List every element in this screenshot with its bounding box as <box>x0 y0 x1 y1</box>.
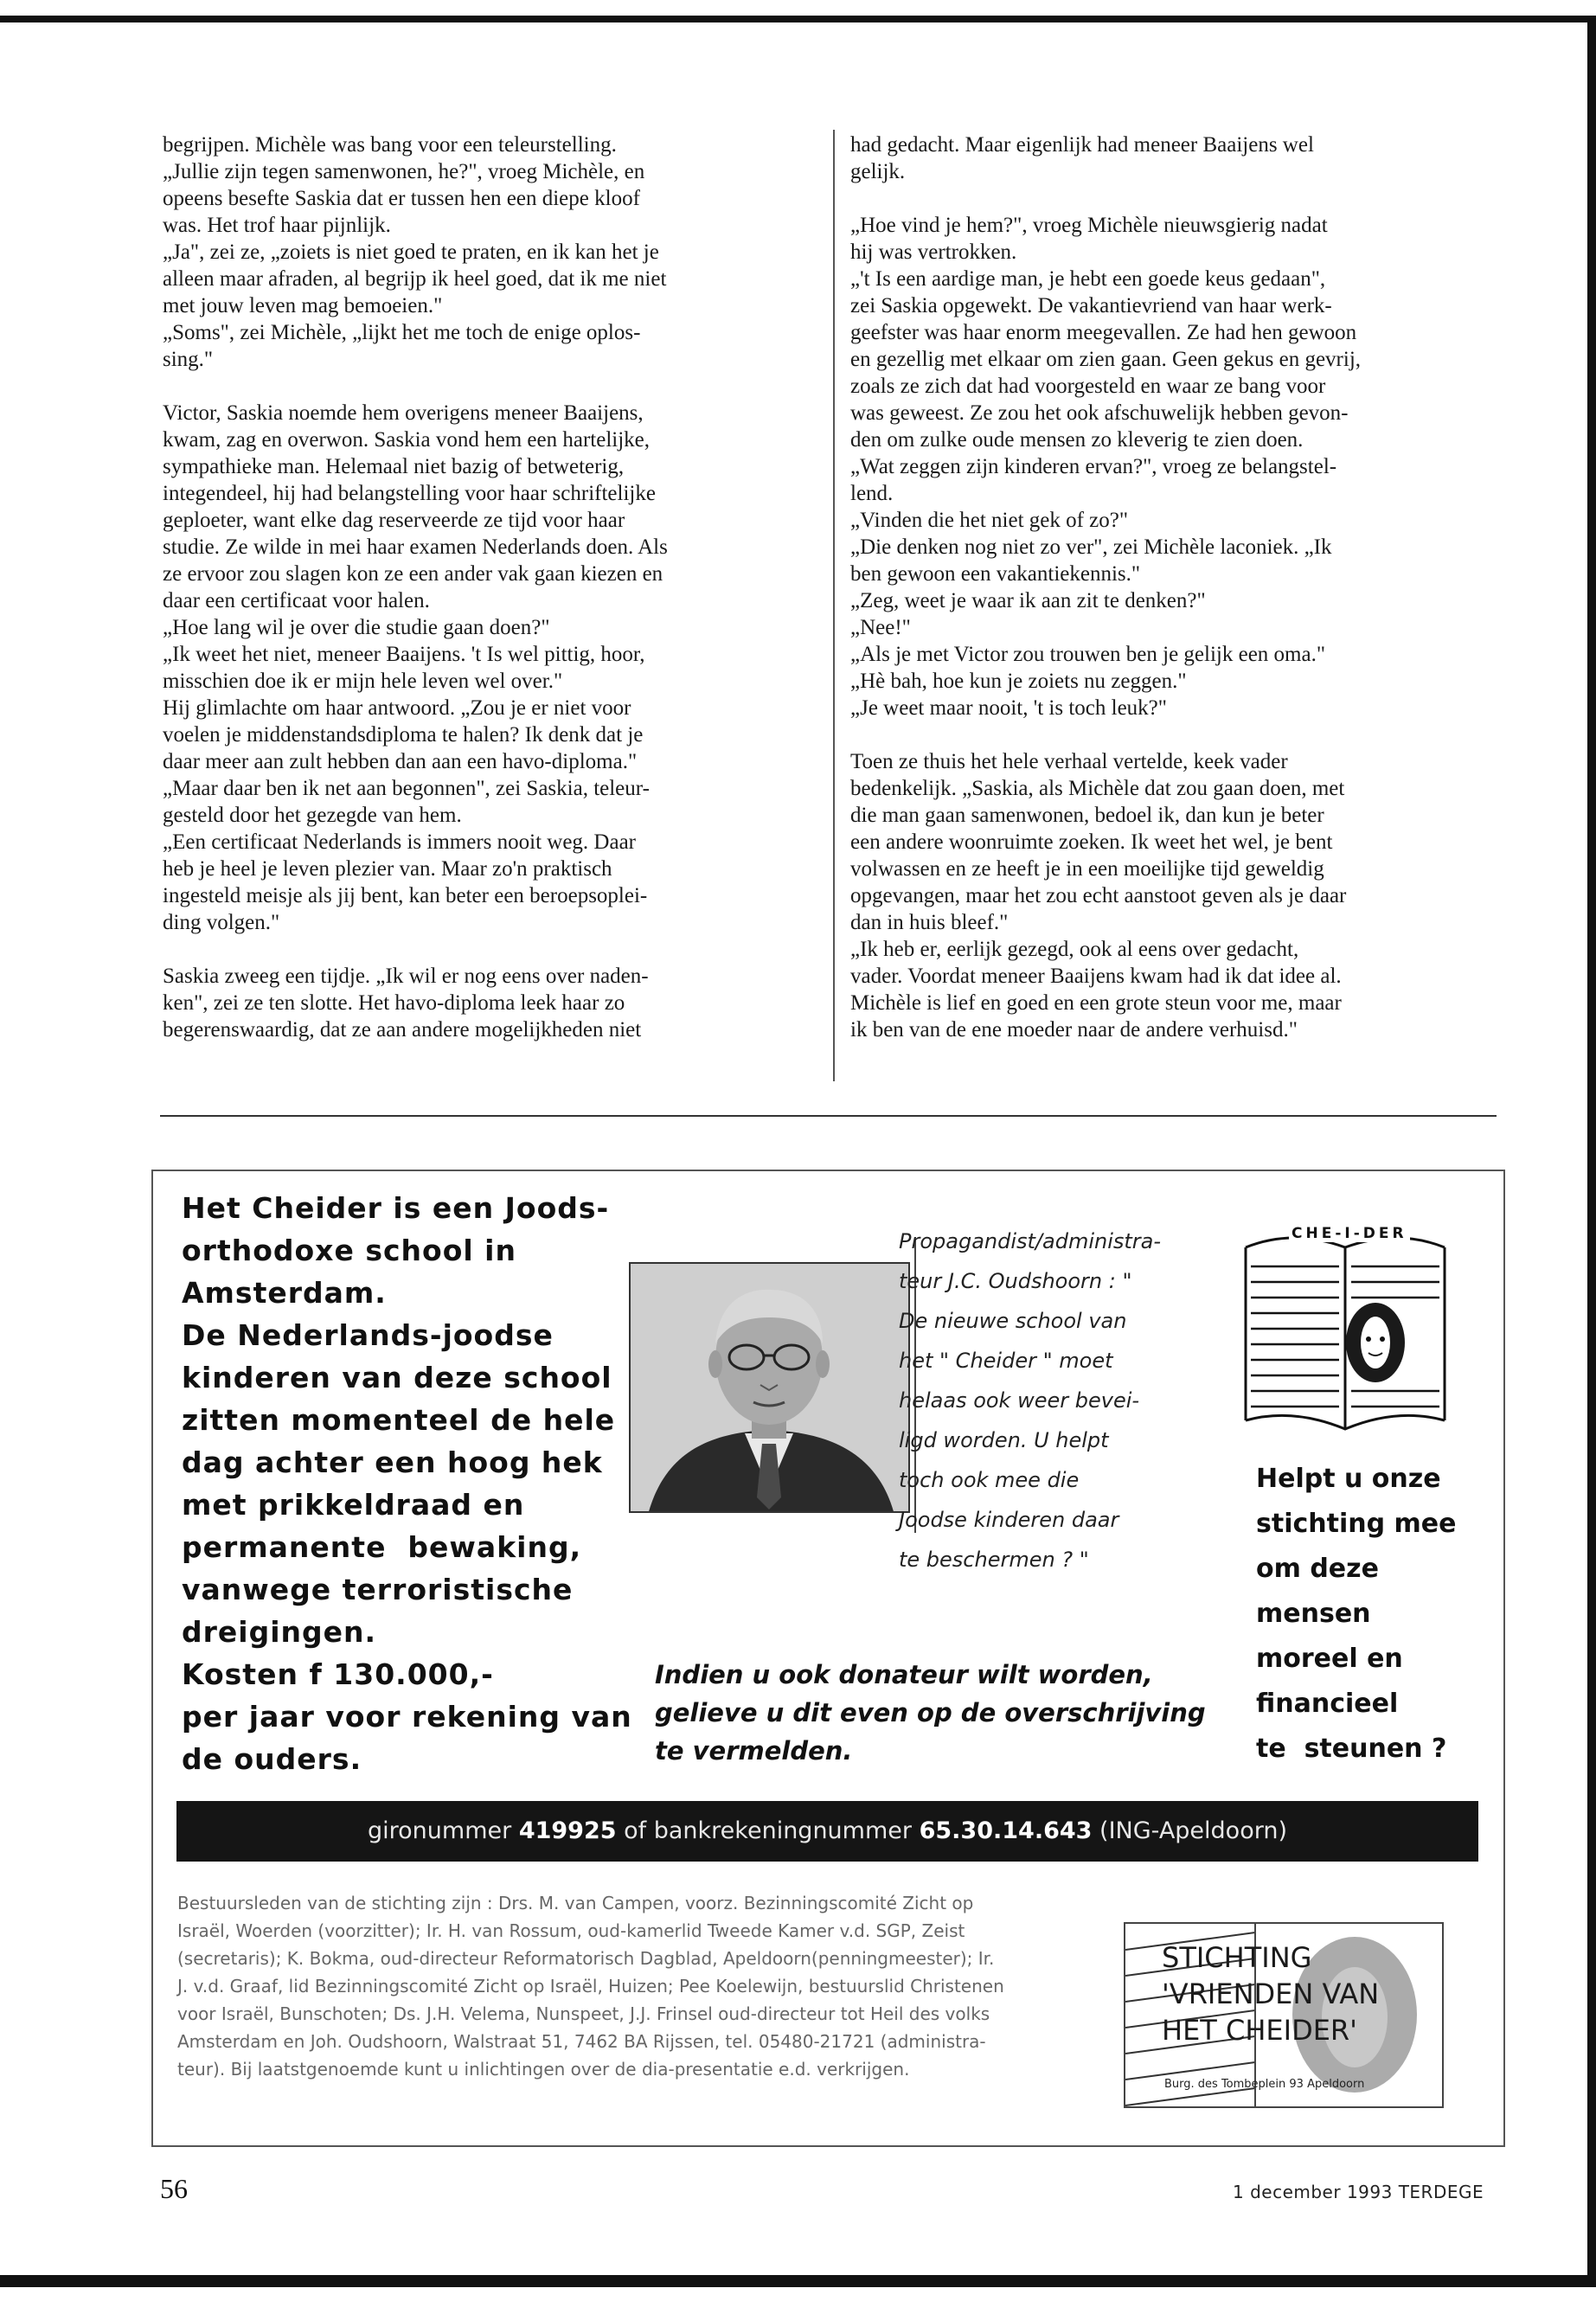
ad-appeal <box>1256 1457 1481 1772</box>
article-line: heb je heel je leven plezier van. Maar zo'n praktisch <box>163 857 612 881</box>
ad-line: dreigingen. <box>182 1615 377 1649</box>
article-line: sympathieke man. Helemaal niet bazig of betweterig, <box>163 455 625 478</box>
ad-line: orthodoxe school in <box>182 1234 516 1267</box>
quote-line: Propagandist/administra- <box>899 1229 1162 1253</box>
giro-middle: of bankrekeningnummer <box>624 1817 912 1844</box>
page-frame-bottom <box>0 2275 1596 2287</box>
logo-text: CHE-I-DER <box>1289 1225 1410 1242</box>
article-line: „Hoe vind je hem?", vroeg Michèle nieuwsgierig nadat <box>850 214 1328 237</box>
ad-line: vanwege terroristische <box>182 1573 574 1606</box>
article-line: zei Saskia opgewekt. De vakantievriend van haar werk- <box>850 294 1332 317</box>
quote-line: toch ook mee die <box>899 1468 1080 1492</box>
bank-number: 65.30.14.643 <box>919 1817 1093 1844</box>
ad-line: kinderen van deze school <box>182 1361 612 1394</box>
article-line: Toen ze thuis het hele verhaal vertelde, keek vader <box>850 750 1288 773</box>
article-line: ding volgen." <box>163 911 280 934</box>
appeal-line: om deze <box>1256 1554 1379 1584</box>
article-line: „Wat zeggen zijn kinderen ervan?", vroeg ze belangstel- <box>850 455 1337 478</box>
stamp-title-line: STICHTING <box>1162 1941 1312 1974</box>
stamp-title <box>1162 1939 1439 2048</box>
article-line: integendeel, hij had belangstelling voor haar schriftelijke <box>163 482 656 505</box>
ad-line: Het Cheider is een Joods- <box>182 1191 610 1225</box>
article-line: studie. Ze wilde in mei haar examen Nederlands doen. Als <box>163 535 668 559</box>
quote-line: Joodse kinderen daar <box>899 1508 1119 1532</box>
board-line: Israël, Woerden (voorzitter); Ir. H. van Rossum, oud-kamerlid Tweede Kamer v.d. SGP, Zeist <box>177 1920 965 1941</box>
article-line: Victor, Saskia noemde hem overigens meneer Baaijens, <box>163 401 644 425</box>
article-paragraph <box>850 748 1434 1043</box>
giro-prefix: gironummer <box>368 1817 512 1844</box>
article-line: hij was vertrokken. <box>850 240 1017 264</box>
stamp-title-line: HET CHEIDER' <box>1162 2014 1357 2047</box>
appeal-line: te steunen ? <box>1256 1734 1447 1764</box>
ad-line: De Nederlands-joodse <box>182 1318 554 1352</box>
giro-suffix: (ING-Apeldoorn) <box>1099 1817 1287 1844</box>
article-line: „Zeg, weet je waar ik aan zit te denken?" <box>850 589 1206 612</box>
article-line: opeens besefte Saskia dat er tussen hen een diepe kloof <box>163 187 640 210</box>
ad-line: zitten momenteel de hele <box>182 1403 616 1437</box>
article-line: ben gewoon een vakantiekennis." <box>850 562 1141 586</box>
article-line: misschien doe ik er mijn hele leven wel over." <box>163 670 563 693</box>
article-line: sing." <box>163 348 214 371</box>
article-line: „Soms", zei Michèle, „lijkt het me toch de enige oplos- <box>163 321 641 344</box>
article-line: „'t Is een aardige man, je hebt een goede keus gedaan", <box>850 267 1326 291</box>
article-line: bedenkelijk. „Saskia, als Michèle dat zou gaan doen, met <box>850 777 1345 800</box>
stamp-title-line: 'VRIENDEN VAN <box>1162 1977 1380 2010</box>
board-line: Amsterdam en Joh. Oudshoorn, Walstraat 51, 7462 BA Rijssen, tel. 05480-21721 (administra- <box>177 2031 986 2052</box>
article-line: Michèle is lief en goed en een grote steun voor me, maar <box>850 991 1342 1015</box>
article-line: „Die denken nog niet zo ver", zei Michèle laconiek. „Ik <box>850 535 1332 559</box>
ad-line: met prikkeldraad en <box>182 1488 525 1522</box>
article-line: „Ik heb er, eerlijk gezegd, ook al eens over gedacht, <box>850 938 1299 961</box>
article-paragraph <box>163 963 747 1043</box>
article-line: had gedacht. Maar eigenlijk had meneer Baaijens wel <box>850 133 1314 157</box>
article-paragraph <box>850 131 1434 185</box>
article-line: was geweest. Ze zou het ook afschuwelijk hebben gevon- <box>850 401 1349 425</box>
ad-line: dag achter een hoog hek <box>182 1445 603 1479</box>
page-frame-right <box>1587 16 1596 2282</box>
giro-bar <box>176 1801 1478 1862</box>
cheider-logo <box>1237 1213 1453 1442</box>
stamp-address: Burg. des Tombeplein 93 Apeldoorn <box>1164 2078 1365 2091</box>
issue-date: 1 december 1993 TERDEGE <box>1233 2182 1484 2202</box>
quote-line: het " Cheider " moet <box>899 1349 1113 1373</box>
article-line: voelen je middenstandsdiploma te halen? Ik denk dat je <box>163 723 644 747</box>
article-line: met jouw leven mag bemoeien." <box>163 294 443 317</box>
portrait-photo <box>629 1262 910 1513</box>
article-line: lend. <box>850 482 894 505</box>
quote-line: te beschermen ? " <box>899 1548 1089 1572</box>
article-line: begerenswaardig, dat ze aan andere mogelijkheden niet <box>163 1018 642 1042</box>
quote-line: De nieuwe school van <box>899 1309 1127 1333</box>
article-line: die man gaan samenwonen, bedoel ik, dan kun je beter <box>850 804 1324 827</box>
article-line: „Als je met Victor zou trouwen ben je gelijk een oma." <box>850 643 1326 666</box>
article-line: „Vinden die het niet gek of zo?" <box>850 509 1129 532</box>
article-line: „Ik weet het niet, meneer Baaijens. 't Is wel pittig, hoor, <box>163 643 645 666</box>
article-line: Hij glimlachte om haar antwoord. „Zou je er niet voor <box>163 696 631 720</box>
article-line: ingesteld meisje als jij bent, kan beter een beroepsoplei- <box>163 884 648 907</box>
ad-line: permanente bewaking, <box>182 1530 582 1564</box>
article-column-right <box>850 131 1434 1070</box>
article-line: „Hè bah, hoe kun je zoiets nu zeggen." <box>850 670 1187 693</box>
article-paragraph <box>163 400 747 936</box>
article-column-left <box>163 131 747 1070</box>
board-line: J. v.d. Graaf, lid Bezinningscomité Zicht op Israël, Huizen; Pee Koelewijn, bestuurslid Christenen <box>177 1976 1004 1997</box>
quote-line: helaas ook weer bevei- <box>899 1388 1140 1413</box>
article-paragraph <box>850 212 1434 721</box>
article-line: ze ervoor zou slagen kon ze een ander vak gaan kiezen en <box>163 562 663 586</box>
appeal-line: Helpt u onze <box>1256 1464 1441 1494</box>
article-line: daar meer aan zult hebben dan aan een havo-diploma." <box>163 750 638 773</box>
ad-line: per jaar voor rekening van <box>182 1700 632 1734</box>
horizontal-rule <box>160 1115 1497 1117</box>
article-line: vader. Voordat meneer Baaijens kwam had ik dat idee al. <box>850 965 1342 988</box>
article-line: een andere woonruimte zoeken. Ik weet het wel, je bent <box>850 830 1333 854</box>
article-paragraph <box>163 131 747 373</box>
article-line: daar een certificaat voor halen. <box>163 589 430 612</box>
appeal-line: financieel <box>1256 1689 1399 1719</box>
page-number: 56 <box>160 2173 188 2204</box>
ad-line: Amsterdam. <box>182 1276 387 1310</box>
column-divider <box>833 130 835 1081</box>
article-line: opgevangen, maar het zou echt aanstoot geven als je daar <box>850 884 1347 907</box>
foundation-stamp <box>1124 1922 1444 2108</box>
board-line: Bestuursleden van de stichting zijn : Drs. M. van Campen, voorz. Bezinningscomité Zicht op <box>177 1893 974 1913</box>
article-line: „Maar daar ben ik net aan begonnen", zei Saskia, teleur- <box>163 777 650 800</box>
ad-line: Kosten f 130.000,- <box>182 1657 494 1691</box>
board-line: voor Israël, Bunschoten; Ds. J.H. Velema, Nunspeet, J.J. Frinsel oud-directeur tot Heil des volks <box>177 2003 990 2024</box>
callout-line: Indien u ook donateur wilt worden, <box>655 1660 1153 1689</box>
article-line: geploeter, want elke dag reserveerde ze tijd voor haar <box>163 509 625 532</box>
article-line: den om zulke oude mensen zo kleverig te zien doen. <box>850 428 1304 452</box>
board-members <box>177 1889 1112 2083</box>
board-line: (secretaris); K. Bokma, oud-directeur Reformatorisch Dagblad, Apeldoorn(penningmeester); Ir. <box>177 1948 995 1969</box>
donor-callout <box>655 1656 1243 1770</box>
article-line: ik ben van de ene moeder naar de andere verhuisd." <box>850 1018 1298 1042</box>
article-line: alleen maar afraden, al begrijp ik heel goed, dat ik me niet <box>163 267 667 291</box>
appeal-line: mensen <box>1256 1599 1371 1629</box>
board-line: teur). Bij laatstgenoemde kunt u inlichtingen over de dia-presentatie e.d. verkrijgen. <box>177 2059 910 2080</box>
article-line: was. Het trof haar pijnlijk. <box>163 214 391 237</box>
quote-line: teur J.C. Oudshoorn : " <box>899 1269 1132 1293</box>
callout-line: te vermelden. <box>655 1736 853 1766</box>
article-line: ken", zei ze ten slotte. Het havo-diploma leek haar zo <box>163 991 625 1015</box>
article-line: zoals ze zich dat had voorgesteld en waar ze bang voor <box>850 375 1326 398</box>
giro-number: 419925 <box>518 1817 617 1844</box>
article-line: gelijk. <box>850 160 906 183</box>
oudshoorn-quote <box>899 1221 1184 1580</box>
article-line: begrijpen. Michèle was bang voor een teleurstelling. <box>163 133 617 157</box>
page-frame-top <box>0 16 1596 22</box>
quote-line: ligd worden. U helpt <box>899 1428 1109 1452</box>
callout-line: gelieve u dit even op de overschrijving <box>655 1698 1206 1727</box>
article-line: „Ja", zei ze, „zoiets is niet goed te praten, en ik kan het je <box>163 240 659 264</box>
ad-line: de ouders. <box>182 1742 362 1776</box>
appeal-line: stichting mee <box>1256 1509 1457 1539</box>
article-line: Saskia zweeg een tijdje. „Ik wil er nog eens over naden- <box>163 965 649 988</box>
article-line: dan in huis bleef." <box>850 911 1009 934</box>
article-line: „Een certificaat Nederlands is immers nooit weg. Daar <box>163 830 636 854</box>
article-line: kwam, zag en overwon. Saskia vond hem een hartelijke, <box>163 428 651 452</box>
article-line: gesteld door het gezegde van hem. <box>163 804 462 827</box>
article-line: „Hoe lang wil je over die studie gaan doen?" <box>163 616 550 639</box>
article-line: geefster was haar enorm meegevallen. Ze had hen gewoon <box>850 321 1357 344</box>
ad-main-text <box>182 1187 640 1780</box>
cheider-advertisement <box>151 1170 1505 2147</box>
article-line: „Jullie zijn tegen samenwonen, he?", vroeg Michèle, en <box>163 160 645 183</box>
article-line: „Nee!" <box>850 616 911 639</box>
appeal-line: moreel en <box>1256 1644 1403 1674</box>
article-line: en gezellig met elkaar om zien gaan. Geen gekus en gevrij, <box>850 348 1362 371</box>
article-line: „Je weet maar nooit, 't is toch leuk?" <box>850 696 1167 720</box>
article-line: volwassen en ze heeft je in een moeilijke tijd geweldig <box>850 857 1324 881</box>
